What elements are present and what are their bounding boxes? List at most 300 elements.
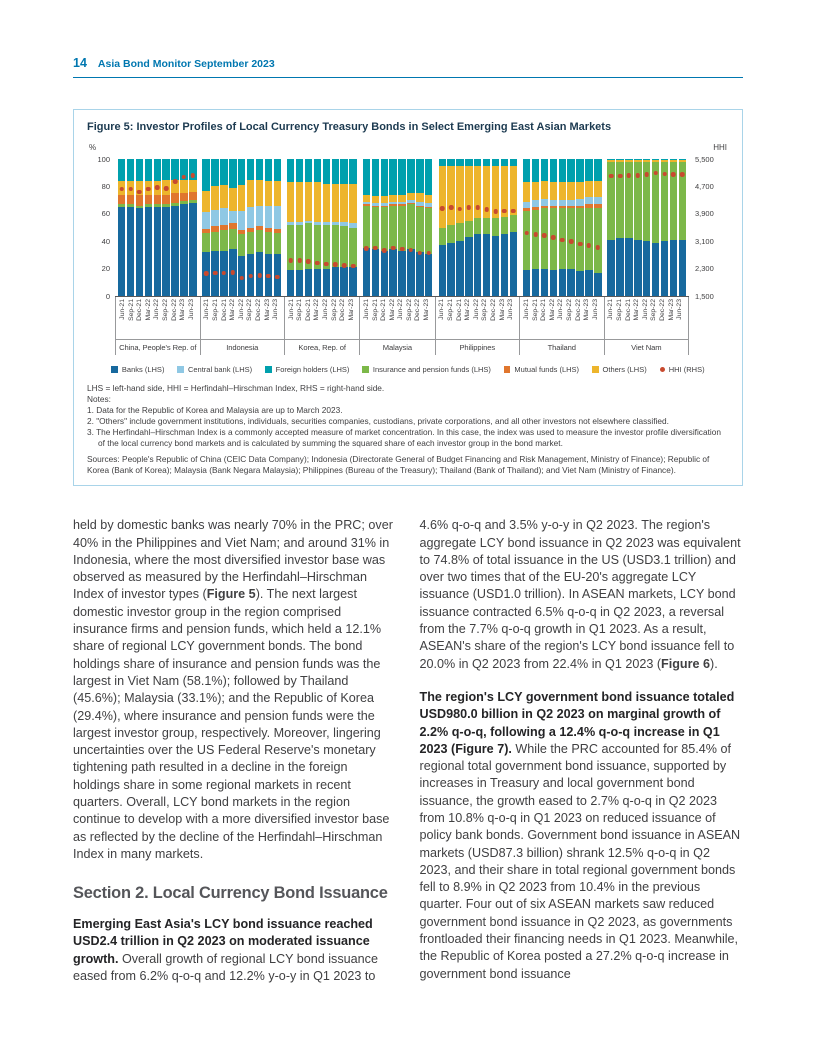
- stacked-bar: [532, 159, 539, 296]
- insurance-swatch-icon: [362, 366, 369, 373]
- mutual-segment: [180, 193, 187, 201]
- hhi-marker: [222, 271, 227, 276]
- others-segment: [439, 166, 446, 228]
- quarter-label-text: Mar-23: [263, 299, 271, 321]
- chart-panel-indonesia: [199, 159, 283, 296]
- foreign-segment: [274, 159, 281, 181]
- central-segment: [202, 212, 209, 228]
- others-segment: [474, 166, 481, 218]
- banks-segment: [439, 245, 446, 296]
- banks-segment: [340, 267, 347, 296]
- stacked-bar: [171, 159, 178, 296]
- foreign-segment: [220, 159, 227, 185]
- insurance-segment: [483, 218, 490, 234]
- foreign-segment: [349, 159, 356, 184]
- banks-segment: [474, 234, 481, 296]
- hhi-marker: [524, 231, 529, 236]
- stacked-bar: [314, 159, 321, 296]
- stacked-bar: [332, 159, 339, 296]
- quarter-label-text: Sep-22: [405, 299, 413, 321]
- central-segment: [247, 207, 254, 228]
- banks-segment: [501, 234, 508, 296]
- banks-segment: [541, 269, 548, 296]
- foreign-segment: [229, 159, 236, 188]
- hhi-marker: [373, 246, 378, 251]
- legend-item-central: [177, 365, 252, 374]
- right-axis-tick-1,500: 1,500: [695, 291, 714, 301]
- quarter-label: [339, 299, 348, 338]
- banks-segment: [652, 243, 659, 296]
- quarter-label: [247, 299, 256, 338]
- stacked-bar: [211, 159, 218, 296]
- insurance-segment: [287, 225, 294, 270]
- others-segment: [238, 185, 245, 211]
- quarter-label: [322, 299, 331, 338]
- insurance-segment: [416, 207, 423, 252]
- hhi-marker: [449, 205, 454, 210]
- lead-bold-text: The region's LCY government bond issuance totaled USD980.0 billion in Q2 2023 on marginal growth of 2.2% q-o-q, following a 12.4% q-o-q increase in Q1 2023 (Figure 7).: [419, 689, 735, 756]
- banks-segment: [576, 271, 583, 296]
- quarter-label-text: Dec-22: [255, 299, 263, 321]
- insurance-segment: [541, 208, 548, 268]
- insurance-segment: [465, 221, 472, 237]
- foreign-segment: [154, 159, 161, 181]
- quarter-label-text: Jun-23: [272, 299, 280, 320]
- body-text: 4.6% q-o-q and 3.5% y-o-y in Q2 2023. The region's aggregate LCY bond issuance in Q2 2023 was equivalent to 74.8% of total issuance in the US (USD3.1 trillion) and over two times that of the EU-20's aggregate LCY issuance (USD1.0 trillion). In ASEAN markets, LCY bond issuance contracted 6.5% q-o-q in Q2 2023, a reversal from the 7.7% q-o-q growth in Q1 2023. As a result, ASEAN's share of the region's LCY bond issuance fell to 20.0% in Q2 2023 from 22.4% in Q1 2023 (: [419, 518, 741, 671]
- insurance-segment: [211, 232, 218, 251]
- quarter-label: [380, 299, 389, 338]
- quarter-label: [439, 299, 448, 338]
- banks-segment: [447, 243, 454, 296]
- others-segment: [567, 182, 574, 200]
- others-segment: [594, 181, 601, 197]
- banks-segment: [616, 238, 623, 296]
- country-label: China, People's Rep. of: [116, 339, 200, 355]
- foreign-segment: [136, 159, 143, 181]
- stacked-bar: [483, 159, 490, 296]
- quarter-label: [414, 299, 423, 338]
- x-axis-group-china-people-s-rep-of: [115, 297, 201, 355]
- others-segment: [314, 182, 321, 222]
- stacked-bar: [340, 159, 347, 296]
- legend-label: Foreign holders (LHS): [275, 365, 350, 374]
- quarter-label: [314, 299, 323, 338]
- central-segment: [274, 206, 281, 229]
- banks-segment: [398, 251, 405, 296]
- quarter-label-text: Sep-22: [161, 299, 169, 321]
- others-segment: [265, 181, 272, 206]
- chart-plot-area: [97, 154, 714, 301]
- quarter-label: [255, 299, 264, 338]
- quarter-label-text: Dec-21: [624, 299, 632, 321]
- foreign-segment: [559, 159, 566, 182]
- hhi-marker: [191, 173, 196, 178]
- quarter-label: [608, 299, 617, 338]
- stacked-bar: [625, 159, 632, 296]
- banks-segment: [670, 240, 677, 296]
- quarter-label-text: Sep-21: [616, 299, 624, 321]
- banks-segment: [510, 232, 517, 296]
- chart-x-axis-labels: [115, 297, 689, 355]
- foreign-segment: [265, 159, 272, 181]
- quarter-labels: [360, 297, 434, 339]
- hhi-marker: [409, 248, 414, 253]
- hhi-marker: [533, 232, 538, 237]
- central-segment: [594, 197, 601, 204]
- stacked-bar: [607, 159, 614, 296]
- others-segment: [372, 196, 379, 203]
- hhi-marker: [427, 251, 432, 256]
- quarter-label-text: Jun-23: [187, 299, 195, 320]
- insurance-segment: [372, 207, 379, 249]
- insurance-segment: [340, 226, 347, 267]
- foreign-segment: [465, 159, 472, 166]
- quarter-label-text: Dec-22: [659, 299, 667, 321]
- figure-chart: [89, 143, 727, 355]
- insurance-segment: [474, 218, 481, 234]
- quarter-label-text: Jun-21: [363, 299, 371, 320]
- banks-segment: [136, 208, 143, 296]
- foreign-segment: [247, 159, 254, 180]
- quarter-labels: [285, 297, 359, 339]
- foreign-segment: [585, 159, 592, 181]
- central-segment: [220, 208, 227, 224]
- quarter-label-text: Jun-21: [287, 299, 295, 320]
- hhi-marker: [653, 171, 658, 176]
- quarter-label: [153, 299, 162, 338]
- quarter-label: [423, 299, 432, 338]
- hhi-marker: [400, 247, 405, 252]
- foreign-segment: [372, 159, 379, 196]
- quarter-label: [348, 299, 357, 338]
- insurance-segment: [439, 228, 446, 246]
- stacked-bar: [523, 159, 530, 296]
- stacked-bar: [247, 159, 254, 296]
- body-text: held by domestic banks was nearly 70% in the PRC; over 40% in the Philippines and Viet Nam; and around 31% in Indonesia, where the most diversified investor base was observed as measured by the Herfindahl–Hirschman Index of investor types (: [73, 518, 393, 602]
- hhi-marker: [560, 238, 565, 243]
- stacked-bar: [465, 159, 472, 296]
- foreign-segment: [425, 159, 432, 195]
- x-axis-group-malaysia: [360, 297, 435, 355]
- quarter-label: [482, 299, 491, 338]
- foreign-segment: [305, 159, 312, 182]
- figure-reference: Figure 6: [661, 656, 711, 671]
- stacked-bar: [118, 159, 125, 296]
- insurance-segment: [501, 217, 508, 235]
- quarter-label-text: Mar-23: [583, 299, 591, 321]
- stacked-bar: [594, 159, 601, 296]
- mutual-segment: [145, 195, 152, 205]
- foreign-segment: [501, 159, 508, 166]
- hhi-marker: [569, 239, 574, 244]
- left-axis-tick-0: 0: [105, 291, 110, 301]
- quarter-label: [188, 299, 197, 338]
- figure-sources: Sources: People's Republic of China (CEIC Data Company); Indonesia (Directorate General of Budget Financing and Risk Management, Ministry of Finance); Republic of Korea (Bank of Korea); Malaysia (Bank Negara Malaysia); Philippines (Bureau of the Treasury); Thailand (Bank of Thailand); and Viet Nam (Ministry of Finance).: [87, 454, 710, 476]
- hhi-marker: [636, 173, 641, 178]
- quarter-label: [447, 299, 456, 338]
- hhi-marker: [333, 262, 338, 267]
- notes-label: Notes:: [87, 393, 111, 404]
- banks-segment: [567, 269, 574, 296]
- banks-segment: [323, 269, 330, 296]
- note-item-2: 2. "Others" include government institutions, individuals, securities companies, custodians, private corporations, and all other investors not elsewhere classified.: [87, 415, 669, 426]
- legend-item-banks: [111, 365, 164, 374]
- chart-panel-korea-rep-of: [284, 159, 360, 296]
- right-axis-tick-3,900: 3,900: [695, 209, 714, 219]
- others-segment: [447, 166, 454, 225]
- stacked-bar: [381, 159, 388, 296]
- quarter-label: [464, 299, 473, 338]
- stacked-bar: [287, 159, 294, 296]
- central-segment: [532, 200, 539, 207]
- quarter-label-text: Jun-21: [607, 299, 615, 320]
- banks-segment: [594, 273, 601, 296]
- foreign-segment: [332, 159, 339, 184]
- banks-segment: [145, 207, 152, 296]
- others-segment: [407, 193, 414, 200]
- quarter-label-text: Sep-22: [565, 299, 573, 321]
- stacked-bar: [585, 159, 592, 296]
- notes-list: [87, 405, 729, 449]
- foreign-segment: [118, 159, 125, 181]
- stacked-bar: [305, 159, 312, 296]
- x-axis-group-philippines: [436, 297, 521, 355]
- banks-segment: [625, 238, 632, 296]
- country-label: Philippines: [436, 339, 520, 355]
- chart-legend: [87, 365, 729, 374]
- foreign-segment: [510, 159, 517, 166]
- others-segment: [381, 196, 388, 203]
- stacked-bar: [162, 159, 169, 296]
- hhi-marker: [275, 275, 280, 280]
- hhi-marker: [587, 243, 592, 248]
- chart-panel-thailand: [520, 159, 604, 296]
- right-axis-tick-4,700: 4,700: [695, 181, 714, 191]
- hhi-marker: [351, 264, 356, 269]
- insurance-segment: [220, 230, 227, 251]
- quarter-label: [272, 299, 281, 338]
- section-heading: Section 2. Local Currency Bond Issuance: [73, 884, 388, 903]
- stacked-bar: [652, 159, 659, 296]
- foreign-segment: [363, 159, 370, 195]
- quarter-label-text: Mar-23: [498, 299, 506, 321]
- hhi-marker: [609, 174, 614, 179]
- others-segment: [332, 184, 339, 222]
- banks-segment: [585, 270, 592, 296]
- hhi-swatch-icon: [660, 367, 665, 372]
- stacked-bar: [389, 159, 396, 296]
- foreign-segment: [145, 159, 152, 181]
- note-item-3: 3. The Herfindahl–Hirschman Index is a commonly accepted measure of market concentration. In this case, the index was used to measure the investor profile diversification of the local currency bond markets and is calculated by summing the squared share of each investor group in the bond market.: [87, 426, 721, 448]
- hhi-marker: [596, 245, 601, 250]
- legend-label: Insurance and pension funds (LHS): [372, 365, 491, 374]
- quarter-labels: [520, 297, 604, 339]
- quarter-label: [171, 299, 180, 338]
- insurance-segment: [576, 208, 583, 271]
- quarter-label: [162, 299, 171, 338]
- country-label: Indonesia: [201, 339, 285, 355]
- left-axis-tick-60: 60: [101, 209, 110, 219]
- banks-segment: [416, 252, 423, 296]
- country-label: Thailand: [520, 339, 604, 355]
- stacked-bar: [136, 159, 143, 296]
- quarter-label-text: Sep-21: [447, 299, 455, 321]
- others-segment: [585, 181, 592, 197]
- chart-panel-malaysia: [360, 159, 436, 296]
- hhi-marker: [382, 248, 387, 253]
- others-segment: [256, 180, 263, 206]
- hhi-marker: [164, 186, 169, 191]
- country-label: Malaysia: [360, 339, 434, 355]
- central-segment: [265, 206, 272, 228]
- abbreviations-line: LHS = left-hand side, HHI = Herfindahl–Hirschman Index, RHS = right-hand side.: [87, 383, 385, 393]
- quarter-label-text: Mar-22: [548, 299, 556, 321]
- insurance-segment: [456, 223, 463, 241]
- hhi-marker: [248, 274, 253, 279]
- others-segment: [416, 193, 423, 201]
- quarter-labels: [605, 297, 689, 339]
- page-number: 14: [73, 56, 87, 70]
- insurance-segment: [296, 225, 303, 270]
- mutual-segment: [118, 195, 125, 205]
- foreign-segment: [483, 159, 490, 166]
- stacked-bar: [220, 159, 227, 296]
- hhi-marker: [257, 273, 262, 278]
- foreign-segment: [407, 159, 414, 193]
- stacked-bar: [127, 159, 134, 296]
- others-segment: [398, 195, 405, 202]
- hhi-marker: [418, 251, 423, 256]
- note-item-1: 1. Data for the Republic of Korea and Malaysia are up to March 2023.: [87, 404, 343, 415]
- quarter-label-text: Dec-21: [220, 299, 228, 321]
- quarter-label: [397, 299, 406, 338]
- banks-segment: [532, 269, 539, 296]
- stacked-bar: [154, 159, 161, 296]
- stacked-bar: [559, 159, 566, 296]
- others-segment: [532, 182, 539, 200]
- stacked-bar: [265, 159, 272, 296]
- banks-segment: [372, 249, 379, 296]
- hhi-marker: [511, 209, 516, 214]
- quarter-label-text: Sep-21: [531, 299, 539, 321]
- quarter-label-text: Mar-22: [313, 299, 321, 321]
- hhi-marker: [680, 172, 685, 177]
- quarter-label: [616, 299, 625, 338]
- stacked-bar: [474, 159, 481, 296]
- foreign-segment: [238, 159, 245, 185]
- quarter-label-text: Dec-21: [455, 299, 463, 321]
- legend-item-others: [592, 365, 647, 374]
- mutual-swatch-icon: [504, 366, 511, 373]
- others-segment: [274, 181, 281, 206]
- foreign-segment: [256, 159, 263, 180]
- central-segment: [211, 210, 218, 226]
- hhi-marker: [502, 209, 507, 214]
- foreign-segment: [389, 159, 396, 195]
- quarter-label: [119, 299, 128, 338]
- central-segment: [585, 197, 592, 204]
- foreign-segment: [550, 159, 557, 182]
- banks-segment: [180, 204, 187, 296]
- quarter-label: [659, 299, 668, 338]
- quarter-label-text: Jun-22: [397, 299, 405, 320]
- quarter-label-text: Dec-22: [339, 299, 347, 321]
- others-segment: [211, 186, 218, 209]
- hhi-marker: [266, 274, 271, 279]
- others-segment: [389, 195, 396, 202]
- quarter-label: [507, 299, 516, 338]
- stacked-bar: [616, 159, 623, 296]
- insurance-segment: [585, 208, 592, 270]
- insurance-segment: [202, 233, 209, 252]
- others-segment: [541, 181, 548, 199]
- banks-segment: [332, 267, 339, 296]
- hhi-marker: [204, 271, 209, 276]
- stacked-bar: [670, 159, 677, 296]
- quarter-labels: [436, 297, 520, 339]
- text-column-right: [420, 517, 744, 985]
- quarter-label: [676, 299, 685, 338]
- quarter-label-text: Sep-21: [212, 299, 220, 321]
- foreign-segment: [296, 159, 303, 182]
- banks-segment: [287, 270, 294, 296]
- body-paragraph: [420, 517, 744, 673]
- quarter-labels: [201, 297, 285, 339]
- chart-panel-viet-nam: [604, 159, 688, 296]
- foreign-swatch-icon: [265, 366, 272, 373]
- quarter-label-text: Mar-23: [422, 299, 430, 321]
- quarter-label-text: Jun-21: [203, 299, 211, 320]
- foreign-segment: [541, 159, 548, 181]
- hhi-marker: [551, 235, 556, 240]
- quarter-label-text: Sep-21: [371, 299, 379, 321]
- country-label: Korea, Rep. of: [285, 339, 359, 355]
- hhi-marker: [306, 259, 311, 264]
- hhi-marker: [458, 207, 463, 212]
- banks-segment: [189, 203, 196, 296]
- mutual-segment: [189, 192, 196, 200]
- foreign-segment: [211, 159, 218, 186]
- x-axis-group-viet-nam: [605, 297, 690, 355]
- quarter-label: [540, 299, 549, 338]
- right-axis-unit-label: HHI: [713, 143, 727, 152]
- figure-reference: Figure 5: [206, 587, 256, 602]
- stacked-bar: [372, 159, 379, 296]
- foreign-segment: [532, 159, 539, 182]
- insurance-segment: [363, 206, 370, 248]
- quarter-label-text: Mar-22: [633, 299, 641, 321]
- central-segment: [523, 202, 530, 209]
- others-segment: [189, 180, 196, 192]
- stacked-bar: [416, 159, 423, 296]
- chart-panel-china-people-s-rep-of: [115, 159, 199, 296]
- stacked-bar: [229, 159, 236, 296]
- hhi-marker: [484, 207, 489, 212]
- quarter-label: [490, 299, 499, 338]
- stacked-bar: [447, 159, 454, 296]
- hhi-marker: [146, 187, 151, 192]
- figure-title: Figure 5: Investor Profiles of Local Currency Treasury Bonds in Select Emerging East Asian Markets: [87, 121, 612, 133]
- quarter-label-text: Sep-22: [330, 299, 338, 321]
- right-axis-tick-3,100: 3,100: [695, 236, 714, 246]
- banks-segment: [363, 248, 370, 296]
- right-axis-tick-2,300: 2,300: [695, 263, 714, 273]
- others-swatch-icon: [592, 366, 599, 373]
- others-segment: [202, 191, 209, 213]
- central-segment: [238, 211, 245, 230]
- stacked-bar: [643, 159, 650, 296]
- left-axis-tick-40: 40: [101, 236, 110, 246]
